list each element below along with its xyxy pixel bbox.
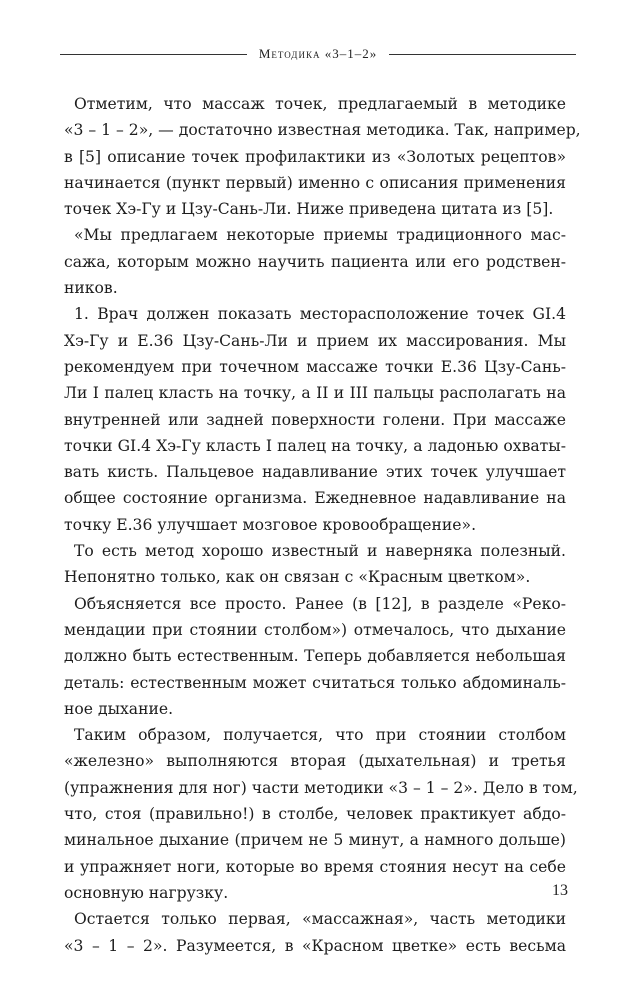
text-line: ное дыхание. bbox=[64, 699, 174, 718]
text-line: начинается (пункт первый) именно с описания применения bbox=[64, 173, 566, 192]
running-head-rule-left bbox=[60, 54, 247, 55]
text-line: Хэ-Гу и E.36 Цзу-Сань-Ли и прием их массирования. Мы bbox=[64, 331, 566, 350]
text-line: «3 – 1 – 2». Разумеется, в «Красном цветке» есть весьма bbox=[64, 936, 566, 955]
text-line: «3 – 1 – 2», — достаточно известная методика. Так, например, bbox=[64, 121, 581, 140]
text-line: То есть метод хорошо известный и наверняка полезный. bbox=[74, 542, 566, 561]
text-line: вать кисть. Пальцевое надавливание этих точек улучшает bbox=[64, 463, 566, 482]
text-line: общее состояние организма. Ежедневное надавливание на bbox=[64, 489, 566, 508]
running-head bbox=[60, 44, 576, 64]
text-line: «железно» выполняются вторая (дыхательная) и третья bbox=[64, 752, 566, 771]
running-head-rule-right bbox=[389, 54, 576, 55]
text-line: точку E.36 улучшает мозговое кровообращение». bbox=[64, 515, 477, 534]
text-line: точки GI.4 Хэ-Гу класть I палец на точку, а ладонью охваты- bbox=[64, 436, 566, 455]
text-line: «Мы предлагаем некоторые приемы традиционного мас- bbox=[74, 226, 566, 245]
text-line: в [5] описание точек профилактики из «Золотых рецептов» bbox=[64, 147, 566, 166]
text-line: Объясняется все просто. Ранее (в [12], в разделе «Реко- bbox=[74, 594, 566, 613]
text-line: Ли I палец класть на точку, а II и III пальцы располагать на bbox=[64, 384, 566, 403]
text-line: деталь: естественным может считаться только абдоминаль- bbox=[64, 673, 566, 692]
text-line: внутренней или задней поверхности голени. При массаже bbox=[64, 410, 566, 429]
text-line: ников. bbox=[64, 279, 118, 298]
text-line: должно быть естественным. Теперь добавляется небольшая bbox=[64, 647, 566, 666]
text-line: (упражнения для ног) части методики «3 – 1 – 2». Дело в том, bbox=[64, 778, 578, 797]
text-line: Таким образом, получается, что при стоянии столбом bbox=[74, 726, 566, 745]
text-line: что, стоя (правильно!) в столбе, человек практикует абдо- bbox=[64, 805, 566, 824]
text-line: сажа, которым можно научить пациента или его родствен- bbox=[64, 252, 566, 271]
text-line: Непонятно только, как он связан с «Красным цветком». bbox=[64, 568, 531, 587]
text-line: 1. Врач должен показать месторасположение точек GI.4 bbox=[74, 305, 566, 324]
text-line: рекомендуем при точечном массаже точки E.36 Цзу-Сань- bbox=[64, 357, 566, 376]
text-line: Отметим, что массаж точек, предлагаемый в методике bbox=[74, 95, 566, 113]
page-number: 13 bbox=[552, 882, 568, 899]
text-line: основную нагрузку. bbox=[64, 883, 229, 902]
text-line: мендации при стоянии столбом») отмечалось, что дыхание bbox=[64, 620, 566, 639]
body-text bbox=[64, 91, 581, 959]
text-line: Остается только первая, «массажная», часть методики bbox=[74, 910, 566, 929]
text-line: и упражняет ноги, которые во время стояния несут на себе bbox=[64, 857, 566, 876]
running-head-title: Методика «3–1–2» bbox=[258, 46, 378, 61]
text-line: точек Хэ-Гу и Цзу-Сань-Ли. Ниже приведена цитата из [5]. bbox=[64, 200, 554, 219]
text-line: минальное дыхание (причем не 5 минут, а намного дольше) bbox=[64, 831, 566, 850]
